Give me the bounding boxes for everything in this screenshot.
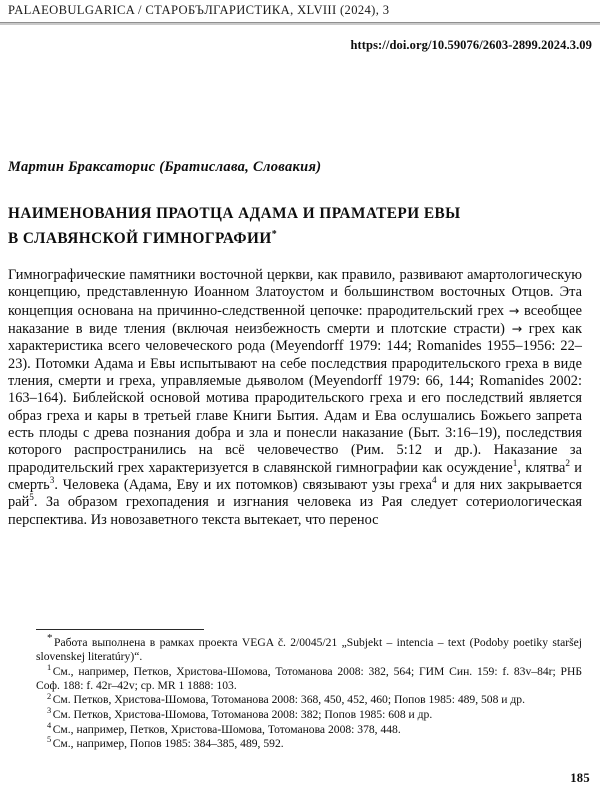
footnote-item bbox=[36, 632, 582, 664]
title-footnote-marker[interactable]: * bbox=[271, 229, 278, 240]
footnote-list bbox=[36, 632, 582, 752]
footnote-item bbox=[36, 708, 582, 722]
author-affiliation-line: Мартин Браксаторис (Братислава, Словакия) bbox=[8, 159, 322, 175]
body-part-5: и смерть bbox=[8, 459, 583, 494]
footnote-item bbox=[36, 662, 582, 693]
footnote-ref-3[interactable]: 3 bbox=[49, 475, 55, 486]
footnote-separator-rule bbox=[36, 629, 204, 630]
body-part-2: всеобщее наказание в виде тления (включая неизбежность смерти и плотские страсти) bbox=[8, 302, 582, 338]
footnote-text: См., например, Петков, Христова-Шомова, Тотоманова 2008: 378, 448. bbox=[52, 722, 401, 736]
footnote-marker: 4 bbox=[47, 720, 52, 730]
body-part-4: , клятва bbox=[517, 459, 566, 476]
body-part-1: Гимнографические памятники восточной церкви, как правило, развивают амартологическую концепцию, представленную Иоанном Златоустом и большинством восточных Отцов. Эта концепция основана на причинно-следственной цепочке: прародительский грех bbox=[8, 267, 582, 319]
article-title bbox=[8, 203, 578, 249]
body-part-8: . За образом грехопадения и изгнания человека из Рая следует сотериологическая перспектива. Из новозаветного текста вытекает, что перенос bbox=[8, 494, 582, 528]
footnote-ref-2[interactable]: 2 bbox=[565, 458, 571, 468]
arrow-glyph-2: → bbox=[511, 321, 523, 337]
footnote-marker: * bbox=[47, 632, 53, 645]
body-part-3: грех как характеристика всего человеческого рода (Meyendorff 1979: 144; Romanides 1955–1956: 22–23). Потомки Адама и Евы испытывают на себе последствия прародительского греха в виде тления, смерти и греха, управляемые дьяволом (Meyendorff 1979: 66, 144; Romanides 2002: 163–164). Библейской основой мотива прародительского греха и его последствий является образ греха и кары в третьей главе Книги Бытия. Адам и Ева ослушались Божьего запрета есть плоды с древа познания добра и зла и понесли наказание (Быт. 3:16–19), последствия которого распространились на всё человечество (Рим. 5:12 и др.). Наказание за прародительский грех характеризуется в славянской гимнографии как осуждение bbox=[8, 321, 583, 476]
footnote-marker: 2 bbox=[47, 691, 52, 701]
page-number: 185 bbox=[570, 771, 590, 785]
footnote-ref-1[interactable]: 1 bbox=[512, 458, 518, 468]
footnote-marker: 5 bbox=[47, 735, 52, 745]
footnote-item bbox=[36, 720, 582, 737]
body-part-7: и для них закрывается рай bbox=[8, 477, 582, 511]
body-part-6: . Человека (Адама, Еву и их потомков) связывают узы греха bbox=[54, 477, 433, 494]
doi-link[interactable]: https://doi.org/10.59076/2603-2899.2024.3.09 bbox=[350, 38, 592, 52]
footnote-item bbox=[36, 693, 582, 707]
footnote-text: См., например, Попов 1985: 384–385, 489, 592. bbox=[52, 737, 284, 751]
article-title-line-2: В СЛАВЯНСКОЙ ГИМНОГРАФИИ bbox=[8, 230, 272, 248]
footnote-text: См., например, Петков, Христова-Шомова, Тотоманова 2008: 382, 564; ГИМ Син. 159: f. 83v–84r; РНБ Соф. 188: f. 42r–42v; ср. MR 1 1888: 103. bbox=[36, 664, 582, 692]
header-rule bbox=[0, 22, 600, 25]
article-body bbox=[8, 267, 582, 529]
footnote-text: См. Петков, Христова-Шомова, Тотоманова 2008: 382; Попов 1985: 608 и др. bbox=[52, 707, 433, 721]
footnote-ref-4[interactable]: 4 bbox=[432, 475, 437, 486]
arrow-glyph-1: → bbox=[508, 302, 520, 318]
body-paragraph bbox=[8, 267, 582, 529]
footnote-marker: 1 bbox=[47, 662, 52, 672]
footnote-text: См. Петков, Христова-Шомова, Тотоманова 2008: 368, 450, 452, 460; Попов 1985: 489, 508 и др. bbox=[52, 693, 525, 707]
footnote-text: Работа выполнена в рамках проекта VEGA č. 2/0045/21 „Subjekt – intencia – text (Podoby poetiky staršej slovenskej literatúry)“. bbox=[36, 636, 582, 664]
running-head: PALAEOBULGARICA / СТАРОБЪЛГАРИСТИКА, XLVIII (2024), 3 bbox=[8, 3, 390, 17]
footnote-marker: 3 bbox=[47, 706, 52, 716]
article-title-line-1: НАИМЕНОВАНИЯ ПРАОТЦА АДАМА И ПРАМАТЕРИ ЕВЫ bbox=[8, 205, 461, 222]
footnote-ref-5[interactable]: 5 bbox=[29, 492, 34, 503]
footnote-item bbox=[36, 737, 582, 751]
